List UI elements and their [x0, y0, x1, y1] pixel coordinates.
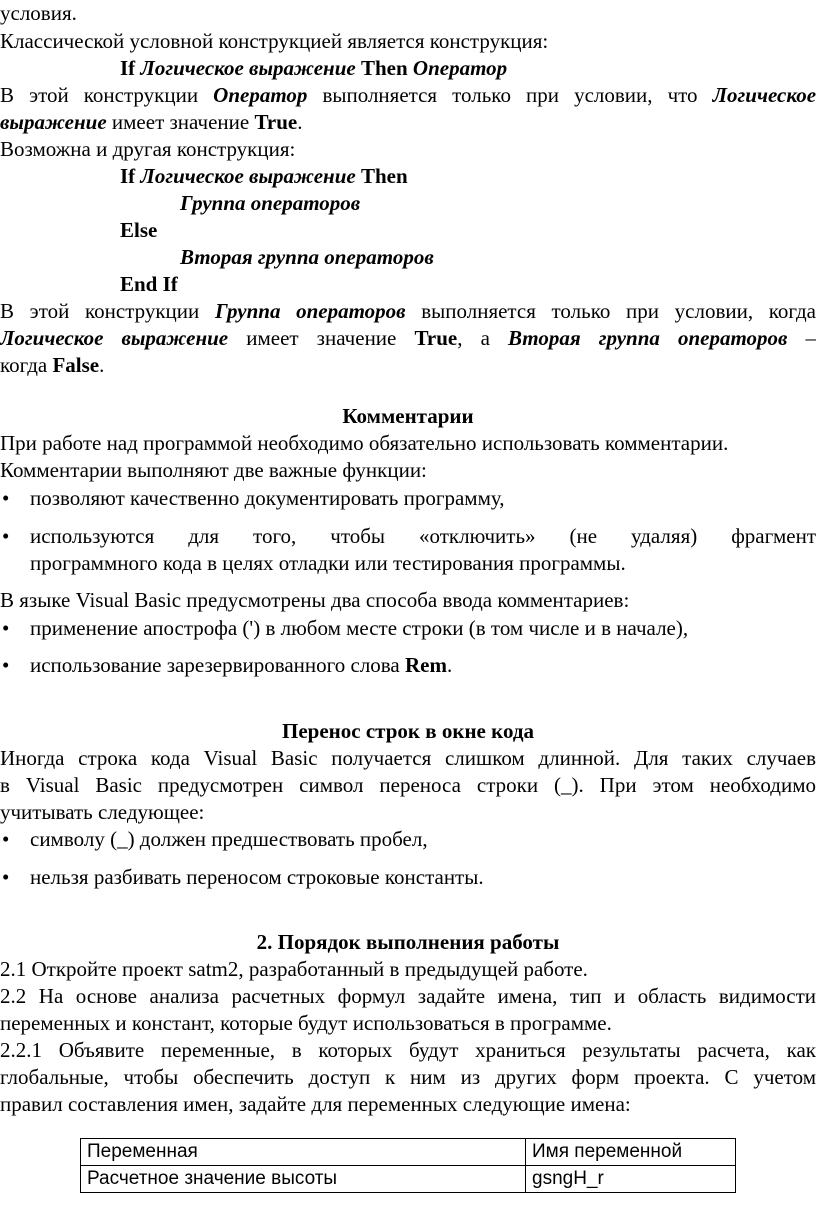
text-line: учитывать следующее:	[0, 800, 205, 824]
table-header-cell: Имя переменной	[526, 1139, 736, 1166]
text-line: 2.2 На основе анализа расчетных формул задайте имена, тип и область видимости	[0, 984, 816, 1008]
bullet-icon: •	[2, 653, 10, 677]
text-line: Возможна и другая конструкция:	[0, 137, 296, 161]
bullet-icon: •	[2, 616, 10, 640]
section-heading-line-wrap: Перенос строк в окне кода	[282, 719, 534, 743]
text-line: переменных и констант, которые будут использоваться в программе.	[0, 1011, 612, 1035]
text-line: 2.2.1 Объявите переменные, в которых будут храниться результаты расчета, как	[0, 1038, 816, 1062]
text-line: Иногда строка кода Visual Basic получается слишком длинной. Для таких случаев	[0, 746, 816, 770]
text-line: правил составления имен, задайте для переменных следующие имена:	[0, 1092, 631, 1116]
code-if-line	[120, 55, 816, 81]
text-line: Классической условной конструкцией является конструкция:	[0, 29, 549, 53]
keyword-if: If	[120, 56, 136, 80]
text-line: Комментарии выполняют две важные функции:	[0, 458, 427, 482]
keyword-then: Then	[360, 56, 408, 80]
code-group2-line: Вторая группа операторов	[180, 245, 434, 269]
text-line: выражение имеет значение True.	[0, 110, 303, 134]
logical-expression: Логическое выражение	[140, 56, 356, 80]
document-page: условия. Классической условной конструкцией является конструкция: If Логическое выражение Then Оператор В этой конструкции Оператор выполняется только при условии, что Логическое выражение имеет значение True. Возможна и другая конструкция: If Логическое выражение Then Группа операторов Else Вторая группа операторов End If В этой конструкции Группа операторов выполняется только при условии, когда Логическое выражение имеет значение True, а Вторая группа операторов – когда False. Комментарии При работе над программой необходимо обязательно использовать комментарии. Комментарии выполняют две важные функции: • позволяют качественно документировать программу, • используются для того, чтобы «отключить» (не удаляя) фрагмент программного кода в целях отладки или тестирования программы. В языке Visual Basic предусмотрены два способа ввода комментариев: • применение апострофа (') в любом месте строки (в том числе и в начале), • использование зарезервированного слова Rem. Перенос строк в окне кода Иногда строка кода Visual Basic получается слишком длинной. Для таких случаев в Visual Basic предусмотрен символ переноса строки (_). При этом необходимо учитывать следующее: • символу (_) должен предшествовать пробел, • нельзя разбивать переносом строковые константы. 2. Порядок выполнения работы 2.1 Откройте проект satm2, разработанный в предыдущей работе. 2.2 На основе анализа расчетных формул задайте имена, тип и область видимости переменных и констант, которые будут использоваться в программе. 2.2.1 Объявите переменные, в которых будут храниться результаты расчета, как глобальные, чтобы обеспечить доступ к ним из других форм проекта. С учетом правил составления имен, задайте для переменных следующие имена: Переменная Имя переменной Расчетное значение высоты gsngH_r	[0, 0, 816, 1220]
bullet-icon: •	[2, 486, 10, 510]
section-heading-procedure: 2. Порядок выполнения работы	[256, 930, 560, 954]
text-line: глобальные, чтобы обеспечить доступ к ним из других форм проекта. С учетом	[0, 1065, 816, 1089]
table-header-cell: Переменная	[81, 1139, 526, 1166]
text-line: Логическое выражение имеет значение True, а Вторая группа операторов –	[0, 326, 816, 350]
bullet-icon: •	[2, 524, 10, 548]
text-line: В языке Visual Basic предусмотрены два способа ввода комментариев:	[0, 588, 630, 612]
bullet-icon: •	[2, 827, 10, 851]
table-header-row	[81, 1139, 736, 1166]
text-line: когда False.	[0, 353, 105, 377]
table-cell: Расчетное значение высоты	[81, 1166, 526, 1193]
code-group-line: Группа операторов	[180, 191, 361, 215]
section-heading-comments: Комментарии	[342, 404, 474, 428]
text-line: в Visual Basic предусмотрен символ переноса строки (_). При этом необходимо	[0, 773, 816, 797]
operator-term: Оператор	[412, 56, 508, 80]
code-if-line: If Логическое выражение Then	[120, 164, 408, 188]
code-else-line: Else	[120, 218, 158, 242]
table-row	[81, 1166, 736, 1193]
text-line: При работе над программой необходимо обязательно использовать комментарии.	[0, 431, 729, 455]
text-line: В этой конструкции Оператор выполняется только при условии, что Логическое	[0, 83, 816, 107]
variables-table	[80, 1138, 736, 1193]
text-line: В этой конструкции Группа операторов выполняется только при условии, когда	[0, 299, 816, 323]
code-endif-line: End If	[120, 272, 178, 296]
text-line: 2.1 Откройте проект satm2, разработанный в предыдущей работе.	[0, 957, 588, 981]
table-cell: gsngH_r	[526, 1166, 736, 1193]
text-line: условия.	[0, 1, 77, 25]
bullet-icon: •	[2, 865, 10, 889]
